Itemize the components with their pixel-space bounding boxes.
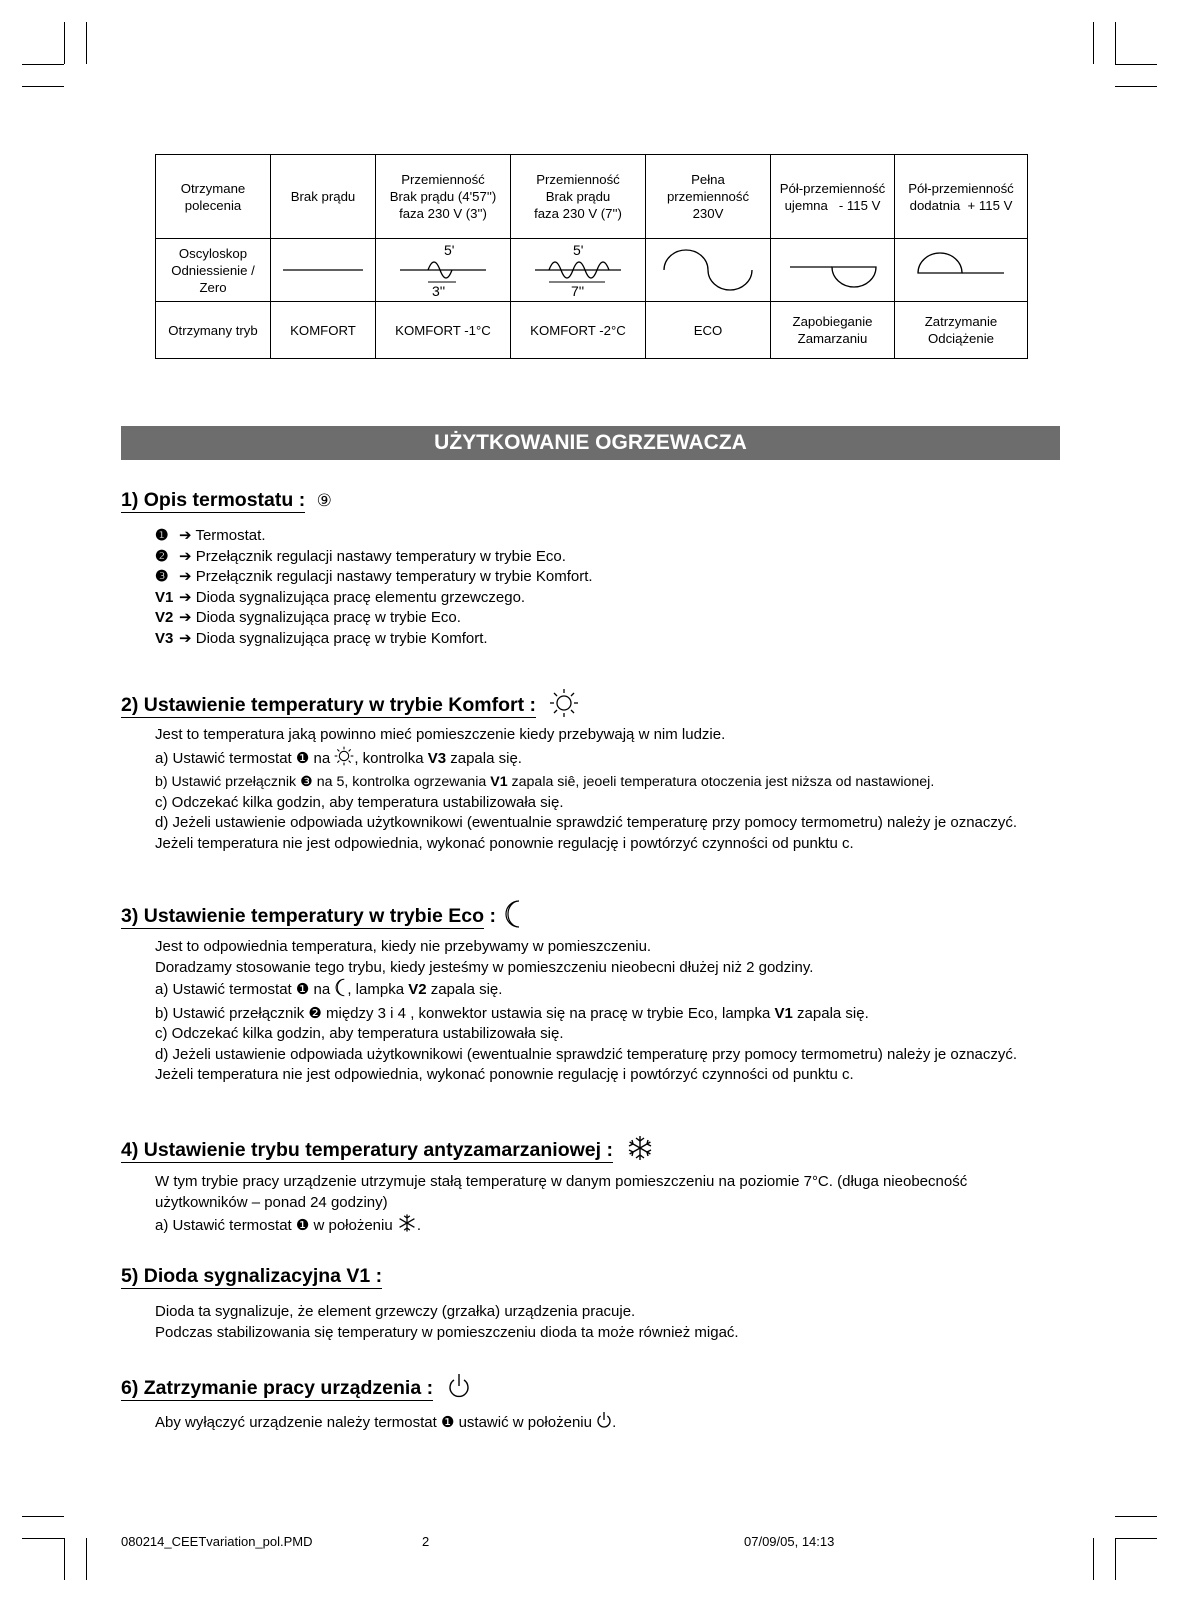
thermostat-legend — [155, 526, 593, 649]
snowflake-icon — [626, 1134, 654, 1168]
signal-table — [155, 154, 1028, 359]
table-cell: Brak prądu — [271, 155, 376, 239]
crop-mark — [1115, 1516, 1157, 1517]
moon-icon — [503, 899, 523, 935]
crop-mark — [86, 22, 87, 64]
table-cell — [376, 239, 511, 302]
flat-line-waveform — [281, 245, 365, 295]
wave-label-top: 5' — [444, 242, 455, 258]
section-title: 6) Zatrzymanie pracy urządzenia : — [121, 1377, 434, 1400]
table-cell: Pół-przemienność ujemna - 115 V — [771, 155, 895, 239]
table-cell: Przemienność Brak prądu (4'57'') faza 230 V (3'') — [376, 155, 511, 239]
sun-icon — [549, 688, 579, 724]
power-icon — [447, 1372, 471, 1406]
section-6-text — [155, 1410, 1035, 1437]
paragraph: Jeżeli temperatura nie jest odpowiednia, wykonać ponownie regulację i powtórzyć czynności od punktu c. — [155, 1066, 854, 1083]
table-cell — [271, 239, 376, 302]
section-4-heading — [121, 1134, 654, 1168]
crop-mark — [86, 1538, 87, 1580]
crop-mark — [1093, 22, 1094, 64]
table-cell: Pełna przemienność 230V — [646, 155, 771, 239]
crop-mark — [64, 1538, 65, 1580]
section-title: 4) Ustawienie trybu temperatury antyzamarzaniowej : — [121, 1139, 613, 1162]
paragraph: a) Ustawić termostat ❶ na , kontrolka V3 zapala się. — [155, 746, 1035, 773]
table-cell: KOMFORT -1°C — [376, 302, 511, 359]
table-cell: Otrzymany tryb — [156, 302, 271, 359]
section-banner: UŻYTKOWANIE OGRZEWACZA — [121, 426, 1060, 460]
table-cell — [895, 239, 1028, 302]
table-row — [156, 302, 1028, 359]
crop-mark — [1115, 86, 1157, 87]
paragraph: d) Jeżeli ustawienie odpowiada użytkownikowi (ewentualnie sprawdzić temperaturę przy pomocy termometru) należy je oznaczyć. — [155, 1045, 1018, 1063]
section-2-text — [155, 725, 1035, 854]
list-item: V1 ➔ Dioda sygnalizująca pracę elementu grzewczego. — [155, 588, 526, 606]
paragraph: d) Jeżeli ustawienie odpowiada użytkownikowi (ewentualnie sprawdzić temperaturę przy pomocy termometru) należy je oznaczyć. — [155, 814, 1018, 831]
paragraph: c) Odczekać kilka godzin, aby temperatura ustabilizowała się. — [155, 1025, 564, 1042]
paragraph: Dioda ta sygnalizuje, że element grzewczy (grzałka) urządzenia pracuje. — [155, 1303, 636, 1320]
crop-mark — [1115, 64, 1157, 65]
list-item: ❸ ➔ Przełącznik regulacji nastawy temperatury w trybie Komfort. — [155, 568, 593, 585]
footer-page-number: 2 — [422, 1534, 430, 1549]
crop-mark — [22, 86, 64, 87]
section-title: 1) Opis termostatu : — [121, 489, 306, 511]
section-1-heading — [121, 489, 332, 512]
table-cell: Otrzymane polecenia — [156, 155, 271, 239]
section-3-text — [155, 937, 1035, 1086]
table-cell: ECO — [646, 302, 771, 359]
list-item: V2 ➔ Dioda sygnalizująca pracę w trybie Eco. — [155, 609, 461, 626]
snowflake-icon — [397, 1213, 417, 1240]
section-4-text — [155, 1172, 1035, 1240]
paragraph: W tym trybie pracy urządzenie utrzymuje stałą temperaturę w danym pomieszczeniu na poziomie 7°C. (długa nieobecność użytkowników – ponad 24 godziny) — [155, 1173, 968, 1211]
table-cell — [771, 239, 895, 302]
table-cell: Oscyloskop Odniessienie / Zero — [156, 239, 271, 302]
table-cell: Przemienność Brak prądu faza 230 V (7'') — [511, 155, 646, 239]
section-5-heading — [121, 1265, 382, 1288]
crop-mark — [64, 22, 65, 64]
long-pulse-waveform — [533, 242, 623, 298]
crop-mark — [1093, 1538, 1094, 1580]
paragraph: a) Ustawić termostat ❶ w położeniu . — [155, 1213, 1035, 1240]
section-2-heading — [121, 688, 579, 724]
crop-mark — [22, 64, 64, 65]
wave-label-top: 5' — [573, 242, 584, 258]
wave-label-bottom: 7'' — [571, 283, 585, 299]
list-item: V3 ➔ Dioda sygnalizująca pracę w trybie Komfort. — [155, 629, 488, 647]
section-6-heading — [121, 1372, 471, 1406]
crop-mark — [22, 1538, 64, 1539]
section-title: 3) Ustawienie temperatury w trybie Eco — [121, 905, 485, 928]
paragraph: Podczas stabilizowania się temperatury w pomieszczeniu dioda ta może również migać. — [155, 1323, 739, 1341]
table-cell: Zatrzymanie Odciążenie — [895, 302, 1028, 359]
table-cell: KOMFORT — [271, 302, 376, 359]
table-row — [156, 155, 1028, 239]
paragraph: c) Odczekać kilka godzin, aby temperatura ustabilizowała się. — [155, 793, 564, 811]
paragraph: Jeżeli temperatura nie jest odpowiednia, wykonać ponownie regulację i powtórzyć czynności od punktu c. — [155, 834, 854, 852]
footer-date: 07/09/05, 14:13 — [744, 1534, 835, 1549]
short-pulse-waveform — [398, 242, 488, 298]
table-cell: KOMFORT -2°C — [511, 302, 646, 359]
paragraph: Aby wyłączyć urządzenie należy termostat ❶ ustawić w położeniu . — [155, 1410, 1035, 1437]
table-cell — [646, 239, 771, 302]
paragraph: Doradzamy stosowanie tego trybu, kiedy jesteśmy w pomieszczeniu nieobecni dłużej niż 2 godziny. — [155, 958, 814, 976]
section-title: 2) Ustawienie temperatury w trybie Komfort : — [121, 694, 537, 717]
table-cell: Pół-przemienność dodatnia + 115 V — [895, 155, 1028, 239]
footer-filename: 080214_CEETvariation_pol.PMD — [121, 1534, 313, 1549]
paragraph: b) Ustawić przełącznik ❷ między 3 i 4 , konwektor ustawia się na pracę w trybie Eco, lampka V1 zapala się. — [155, 1004, 869, 1022]
paragraph: b) Ustawić przełącznik ❸ na 5, kontrolka ogrzewania V1 zapala siê, jeoeli temperatura otoczenia jest niższa od nastawionej. — [155, 774, 935, 790]
section-5-text — [155, 1302, 1035, 1343]
reference-mark: ⑨ — [316, 491, 332, 510]
section-3-heading: 3) Ustawienie temperatury w trybie Eco : — [121, 899, 523, 935]
crop-mark — [1115, 1538, 1116, 1580]
crop-mark — [22, 1516, 64, 1517]
negative-half-waveform — [788, 245, 878, 295]
full-sine-waveform — [660, 245, 756, 295]
paragraph: a) Ustawić termostat ❶ na , lampka V2 zapala się. — [155, 978, 1035, 1004]
section-title: 5) Dioda sygnalizacyjna V1 : — [121, 1265, 383, 1287]
table-cell: Zapobieganie Zamarzaniu — [771, 302, 895, 359]
crop-mark — [1115, 22, 1116, 64]
crop-mark — [1115, 1538, 1157, 1539]
wave-label-bottom: 3'' — [432, 283, 446, 299]
power-icon — [596, 1410, 612, 1437]
moon-icon — [334, 978, 347, 1004]
paragraph: Jest to odpowiednia temperatura, kiedy nie przebywamy w pomieszczeniu. — [155, 938, 652, 955]
list-item: ❷ ➔ Przełącznik regulacji nastawy temperatury w trybie Eco. — [155, 547, 566, 565]
paragraph: Jest to temperatura jaką powinno mieć pomieszczenie kiedy przebywają w nim ludzie. — [155, 726, 726, 743]
positive-half-waveform — [916, 245, 1006, 295]
sun-icon — [334, 746, 354, 773]
list-item: ❶ ➔ Termostat. — [155, 527, 266, 544]
table-cell — [511, 239, 646, 302]
table-row — [156, 239, 1028, 302]
